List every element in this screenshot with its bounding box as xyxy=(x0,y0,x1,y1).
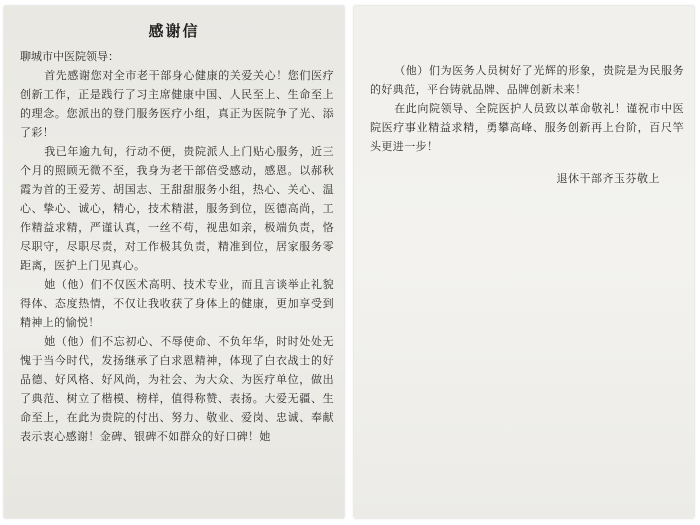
letter-paragraph: 她（他）们不忘初心、不辱使命、不负年华，时时处处无愧于当今时代，发扬继承了白求恩精神，体现了白衣战士的好品德、好风格、好风尚，为社会、为大众、为医疗单位，做出了典范、树立了楷模、榜样，值得称赞、表扬。大爱无疆、生命至上，在此为贵院的付出、努力、敬业、爱岗、忠诚、奉献表示衷心感谢！金碑、银碑不如群众的好口碑！她 xyxy=(20,335,334,443)
letter-paragraph: 在此向院领导、全院医护人员致以革命敬礼！谨祝市中医院医疗事业精益求精，勇攀高峰、服务创新再上台阶，百尺竿头更进一步！ xyxy=(370,102,684,153)
letter-paragraph: 我已年逾九旬，行动不便，贵院派人上门贴心服务，近三个月的照顾无微不至，我身为老干部倍受感动，感恩。以郝秋霞为首的王爱芳、胡国志、王甜甜服务小组，热心、关心、温心、挚心、诚心，精心，技术精湛，服务到位，医德高尚，工作精益求精，严谨认真，一丝不苟，视患如亲，极端负责，恪尽职守，尽职尽责，对工作极其负责，精准到位，居家服务零距离，医护上门见真心。 xyxy=(20,145,334,272)
letter-page-left xyxy=(4,6,344,518)
letter-page-right xyxy=(354,6,694,518)
letter-title: 感谢信 xyxy=(148,22,200,40)
letter-salutation: 聊城市中医院领导： xyxy=(20,50,119,63)
letter-paragraph-continued: （他）们为医务人员树好了光辉的形象，贵院是为民服务的好典范，平台铸就品牌、品牌创新未来！ xyxy=(370,64,684,96)
letter-paragraph: 她（他）们不仅医术高明、技术专业，而且言谈举止礼貌得体、态度热情，不仅让我收获了身体上的健康，更加享受到精神上的愉悦！ xyxy=(20,278,334,329)
letter-signature: 退休干部齐玉芬敬上 xyxy=(556,172,660,185)
letter-paragraph: 首先感谢您对全市老干部身心健康的关爱关心！您们医疗创新工作，正是践行了习主席健康中国、人民至上、生命至上的理念。您派出的登门服务医疗小组，真正为医院争了光、添了彩！ xyxy=(20,69,334,139)
